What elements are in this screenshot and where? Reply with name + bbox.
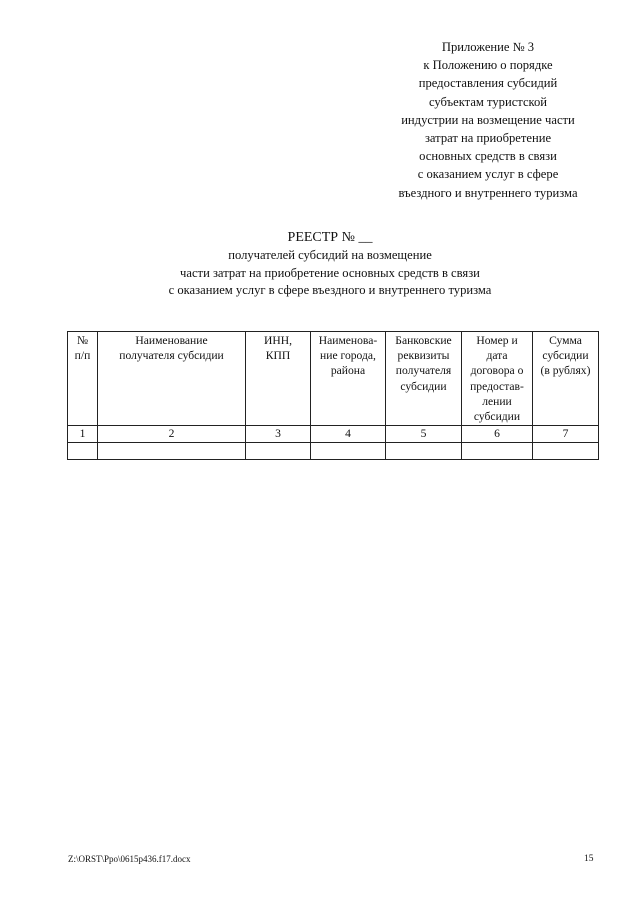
header-cell-contract — [462, 332, 533, 426]
header-cell-inn-kpp — [246, 332, 311, 426]
header-line: Сумма — [549, 334, 582, 347]
header-line: лении — [482, 394, 512, 408]
appendix-header — [378, 38, 598, 202]
appendix-line: индустрии на возмещение части — [401, 112, 575, 127]
appendix-line: предоставления субсидий — [418, 76, 558, 91]
table-cell — [98, 443, 246, 460]
header-line: ИНН, — [263, 334, 293, 347]
column-number-cell: 6 — [462, 426, 533, 443]
header-cell-index — [68, 332, 98, 426]
table-cell — [386, 443, 462, 460]
header-line: (в рублях) — [540, 364, 591, 378]
header-cell-amount — [533, 332, 599, 426]
table-cell — [462, 443, 533, 460]
footer-file-path: Z:\ORST\Ppo\0615p436.f17.docx — [68, 854, 191, 864]
registry-title: РЕЕСТР № __ — [287, 230, 373, 245]
appendix-line: к Положению о порядке — [423, 58, 553, 73]
column-number-cell: 5 — [386, 426, 462, 443]
header-cell-recipient-name — [98, 332, 246, 426]
registry-title-block — [60, 229, 600, 300]
header-line: Номер и — [476, 334, 518, 347]
table-cell — [533, 443, 599, 460]
column-number-cell: 1 — [68, 426, 98, 443]
appendix-line: основных средств в связи — [419, 149, 557, 164]
header-line: КПП — [265, 349, 291, 363]
registry-subtitle-line: получателей субсидий на возмещение — [228, 248, 432, 262]
table-row — [68, 443, 599, 460]
header-line: п/п — [74, 349, 91, 363]
registry-subtitle-line: с оказанием услуг в сфере въездного и внутреннего туризма — [168, 283, 492, 297]
column-number-row — [68, 426, 599, 443]
column-number-cell: 4 — [311, 426, 386, 443]
appendix-line: въездного и внутреннего туризма — [398, 185, 578, 200]
appendix-line: субъектам туристской — [428, 94, 548, 109]
header-line: № — [76, 334, 89, 347]
header-line: субсидии — [473, 410, 521, 424]
registry-subtitle-line: части затрат на приобретение основных средств в связи — [180, 265, 480, 280]
column-number-cell: 7 — [533, 426, 599, 443]
header-line: получателя субсидии — [119, 349, 224, 363]
header-line: получателя — [395, 364, 452, 378]
appendix-line: Приложение № 3 — [441, 40, 535, 54]
header-line: Наименование — [135, 334, 208, 347]
table-cell — [246, 443, 311, 460]
header-line: ние города, — [320, 349, 376, 363]
header-line: района — [330, 364, 366, 378]
header-line: субсидии — [542, 349, 589, 363]
table-header-row — [68, 332, 599, 426]
header-line: Наименова- — [318, 334, 378, 347]
appendix-line: затрат на приобретение — [424, 131, 552, 146]
page-number: 15 — [584, 854, 594, 864]
header-line: предостав- — [470, 379, 524, 393]
header-line: Банковские — [395, 334, 452, 347]
header-line: субсидии — [400, 379, 447, 393]
table-cell — [68, 443, 98, 460]
column-number-cell: 3 — [246, 426, 311, 443]
table-cell — [311, 443, 386, 460]
header-line: дата — [486, 349, 508, 363]
header-cell-bank-details — [386, 332, 462, 426]
header-line: договора о — [470, 364, 524, 378]
appendix-line: с оказанием услуг в сфере — [417, 167, 559, 182]
header-cell-city-district — [311, 332, 386, 426]
header-line: реквизиты — [397, 349, 450, 363]
column-number-cell: 2 — [98, 426, 246, 443]
registry-table — [67, 331, 599, 460]
